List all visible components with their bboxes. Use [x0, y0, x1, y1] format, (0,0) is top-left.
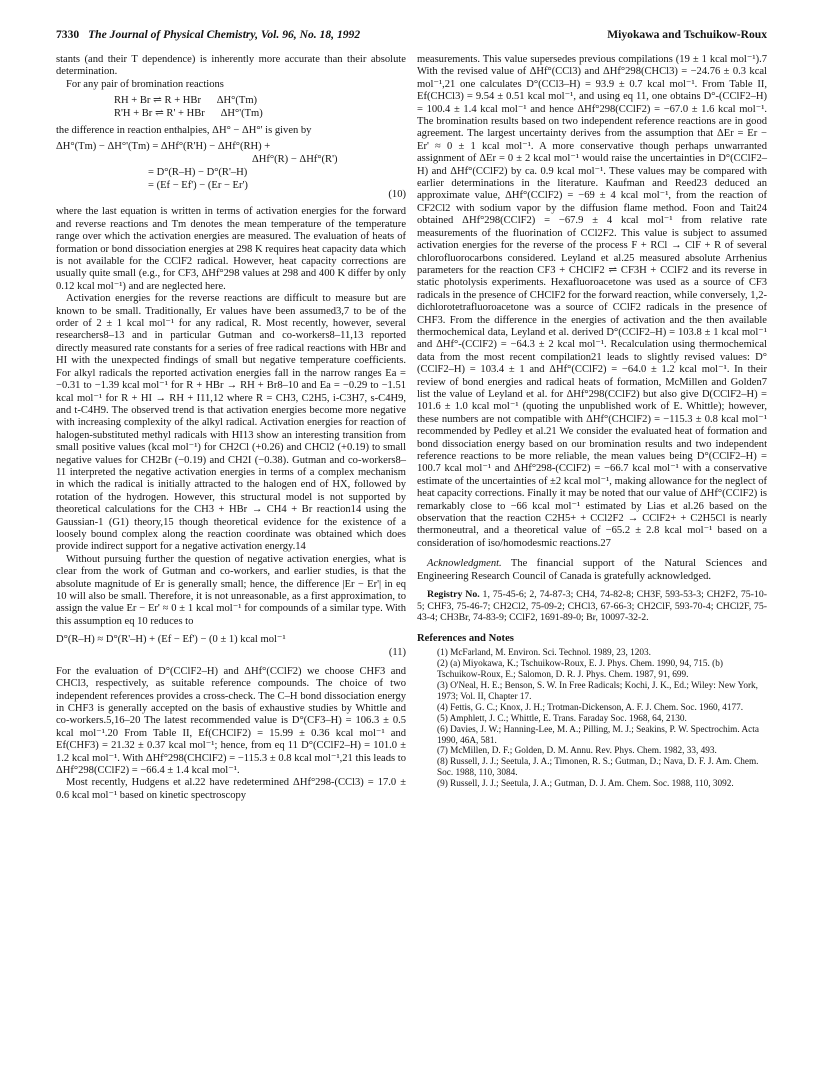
references-heading: References and Notes: [417, 632, 514, 644]
references-list: [417, 648, 767, 790]
page-number: 7330: [56, 28, 80, 41]
running-authors: Miyokawa and Tschuikow-Roux: [607, 28, 767, 41]
reference-item: (2) (a) Miyokawa, K.; Tschuikow-Roux, E. J. Phys. Chem. 1990, 94, 715. (b) Tschuikow-Roux, E.; Salomon, D. R. J. Phys. Chem. 1987, 91, 699.: [437, 659, 723, 681]
reference-item: (5) Amphlett, J. C.; Whittle, E. Trans. Faraday Soc. 1968, 64, 2130.: [437, 713, 687, 724]
registry-numbers: [417, 589, 767, 624]
paragraph: For the evaluation of D°(CClF2–H) and ΔHf°(CClF2) we choose CHF3 and CHCl3, respectively, as suitable reference compounds. The choice of two independent references provides a cross-check. The C–H bond dissociation energy in CHF3 is generally accepted on the basis of exhaustive studies by Whittle and co-workers.5,16–20 The latest recommended value is D°(CF3–H) = 106.3 ± 0.5 kcal mol⁻¹.20 From Table II, Ef(CHClF2) = 15.99 ± 0.36 kcal mol⁻¹ and Ef(CHF3) = 21.32 ± 0.37 kcal mol⁻¹; hence, from eq 11 D°(CClF2–H) = 101.0 ± 1.2 kcal mol⁻¹. With ΔHf°298(CHClF2) = −115.3 ± 0.8 kcal mol⁻¹,21 this leads to ΔHf°298(CClF2) = −66.4 ± 1.4 kcal mol⁻¹.: [56, 665, 406, 777]
paragraph: Activation energies for the reverse reactions are difficult to measure but are known to be small. Traditionally, Er values have been assumed3,7 to be of the order of 2 ± 1 kcal mol⁻¹ for any radical, R. Most recently, however, several researchers8–13 and in particular Gutman and co-workers8–11,13 reported directly measured rate constants for a series of free radical reactions with HBr and HI with the unexpected findings of small but negative temperature coefficients. For alkyl radicals the reported activation energies fall in the narrow ranges Ea = −0.31 to −1.39 kcal mol⁻¹ for R + HBr → RH + Br8–10 and Ea = −0.29 to −1.51 kcal mol⁻¹ for R + HI → RH + I11,12 where R = CH3, C2H5, i-C3H7, s-C4H9, and t-C4H9. The observed trend is that activation energies become more negative with increasing complexity of the alkyl radical. Activation energies for reaction of halogen-substituted methyl radicals with HI13 show an interesting transition from small positive values (kcal mol⁻¹) for CH2Cl (+0.26) and CHCl2 (+0.19) to small negative values for CH2Br (−0.19) and CH2I (−0.38). Gutman and co-workers8–11 interpreted the negative activation energies in terms of a complex mechanism in which the radical is initially attracted to the halogen end of HX, followed by rotation of the hydrogen. However, this structural model is not supported by theoretical calculations for the CH3 + HBr → CH4 + Br reaction14 using the Gaussian-1 (G1) theory,15 though theoretical evidence for the existence of a loosely bound complex along the reaction coordinate was obtained which does provide indirect support for a negative activation energy.14: [56, 293, 406, 553]
paragraph: stants (and their T dependence) is inherently more accurate than their absolute determination.: [56, 54, 406, 78]
equation-line: = D°(R–H) − D°(R'–H): [148, 166, 248, 178]
equation-line: ΔHf°(R) − ΔHf°(R'): [252, 154, 338, 166]
right-column: [417, 54, 767, 790]
journal-title: The Journal of Physical Chemistry, Vol. 96, No. 18, 1992: [88, 28, 361, 41]
paragraph: measurements. This value supersedes previous compilations (19 ± 1 kcal mol⁻¹).7 With the revised value of ΔHf°(CCl3) and ΔHf°298(CHCl3) = −24.76 ± 0.3 kcal mol⁻¹,21 one calculates D°(CCl3–H) = 93.9 ± 0.7 kcal mol⁻¹. From Table II, Ef(CHCl3) = 9.54 ± 0.51 kcal mol⁻¹, and using eq 11, one obtains D°-(CClF2–H) = 100.4 ± 1.4 kcal mol⁻¹ and hence ΔHf°298(CClF2) = −67.0 ± 1.6 kcal mol⁻¹. The bromination results based on two independent reference reactions are in good agreement. The largest uncertainty derives from the assumption that ΔEr = Er − Er' ≈ 0 ± 1 kcal mol⁻¹. A more conservative though perhaps unwarranted assignment of ΔEr = 0 ± 2 kcal mol⁻¹ would raise the uncertainties in D°(CClF2–H) and ΔHf°(CClF2) by ca. 0.9 kcal mol⁻¹. These values may be compared with earlier determinations in the literature. Kaufman and Reed23 deduced an approximate value, ΔHf°(CClF2) = −69 ± 4 kcal mol⁻¹, from the reaction of CF2Cl2 with sodium vapor by the diffusion flame method. Foon and Tait24 obtained ΔHf°298(CClF2) = −67.9 ± 4 kcal mol⁻¹ from relative rate measurements of the fluorination of CCl2F2. This value is subject to assumed activation energies for the reverse of the process F + RCl → ClF + R of several chlorofluorocarbons considered. Leyland et al.25 measured absolute Arrhenius parameters for the reaction CF3 + CHClF2 ⇌ CF3H + CClF2 and its reverse in static photolysis experiments. Hexafluoroacetone was used as a source of CF3 radicals in the presence of CHClF2 for the forward reaction, while conversely, 1,2-dichlorotetrafluoroacetone was a source of CClF2 radicals in the presence of CHF3. From the difference in the energies of activation and the then available thermochemical data, Leyland et al. derived D°(CClF2–H) = 103.8 ± 1 kcal mol⁻¹ and ΔHf°-(CClF2) = −64.3 ± 2 kcal mol⁻¹. Recalculation using thermochemical data from the most recent compilation21 leads to slightly revised values: D°(CClF2–H) = 103.4 ± 1 and ΔHf°(CClF2) = −64.0 ± 1.2 kcal mol⁻¹. In their review of bond energies and radical heats of formation, McMillen and Golden7 list the value of Leyland et al. for ΔHf°298(CClF2) but also give D(CClF2–H) = 101.6 ± 1.0 kcal mol⁻¹ (quoting the unpublished work of E. Whittle); however, these numbers are not compatible with ΔHf°(CHClF2) = −115.3 ± 0.8 kcal mol⁻¹ recommended by Pedley et al.21 We consider the evaluated heat of formation and bond dissociation energy based on our bromination results and two independent reference reactions to be more reliable, the mean values being D°(CClF2–H) = 100.7 kcal mol⁻¹ and ΔHf°298-(CClF2) = −66.7 kcal mol⁻¹ with a conservative estimate of the uncertainties of ±2 kcal mol⁻¹, making allowance for the neglect of heat capacity corrections. Finally it may be noted that our value of ΔHf°(CClF2) is remarkably close to −66 kcal mol⁻¹ estimated by Lias et al.26 based on the observation that the reaction C2H5+ + CCl2F2 → CClF2+ + C2H5Cl is nearly thermoneutral, and a theoretical value of −65.2 ± 2.8 kcal mol⁻¹ based on a consideration of iso/homodesmic reactions.27: [417, 54, 767, 549]
paragraph: Most recently, Hudgens et al.22 have redetermined ΔHf°298-(CCl3) = 17.0 ± 0.6 kcal mol⁻¹ based on kinetic spectroscopy: [56, 777, 406, 801]
acknowledgment-text: The financial support of the Natural Sciences and Engineering Research Council of Canada is gratefully acknowledged.: [417, 558, 767, 582]
reference-item: (7) McMillen, D. F.; Golden, D. M. Annu. Rev. Phys. Chem. 1982, 33, 493.: [437, 746, 717, 757]
equation-number: (11): [388, 647, 406, 659]
paragraph: the difference in reaction enthalpies, ΔH° − ΔH°' is given by: [56, 124, 312, 136]
reference-item: (4) Fettis, G. C.; Knox, J. H.; Trotman-Dickenson, A. F. J. Chem. Soc. 1960, 4177.: [437, 702, 744, 713]
reaction-pair: [56, 95, 406, 121]
acknowledgment: [417, 558, 767, 583]
left-column: [56, 54, 406, 802]
equation-line: D°(R–H) ≈ D°(R'–H) + (Ef − Ef') − (0 ± 1) kcal mol⁻¹: [56, 634, 286, 646]
equation-line: = (Ef − Ef') − (Er − Er'): [148, 179, 248, 191]
registry-label: Registry No.: [427, 589, 480, 601]
equation-number: (10): [388, 189, 406, 201]
acknowledgment-label: Acknowledgment.: [427, 558, 502, 570]
reaction-2: R'H + Br ⇌ R' + HBr ΔH°'(Tm): [114, 108, 263, 120]
paragraph: where the last equation is written in terms of activation energies for the forward and reverse reactions and Tm denotes the mean temperature of the temperature range over which the activation energies are measured. The evaluation of heats of formation or bond dissociation energies at 298 K requires heat capacity data which is not available for the CClF2 radical. However, heat capacity corrections are usually quite small (e.g., for CF3, ΔHf°298 values at 298 and 400 K differ by only 0.12 kcal mol⁻¹) and are neglected here.: [56, 206, 406, 292]
reference-item: (8) Russell, J. J.; Seetula, J. A.; Timonen, R. S.; Gutman, D.; Nava, D. F. J. Am. Chem. Soc. 1988, 110, 3084.: [437, 757, 759, 779]
equation-11: [56, 634, 406, 660]
reference-item: (6) Davies, J. W.; Hanning-Lee, M. A.; Pilling, M. J.; Seakins, P. W. Spectrochim. Acta 1990, 46A, 581.: [437, 724, 759, 746]
reference-item: (9) Russell, J. J.; Seetula, J. A.; Gutman, D. J. Am. Chem. Soc. 1988, 110, 3092.: [437, 779, 734, 790]
paragraph: For any pair of bromination reactions: [66, 78, 224, 90]
reference-item: (1) McFarland, M. Environ. Sci. Technol. 1989, 23, 1203.: [437, 648, 651, 659]
equation-10: [56, 141, 406, 201]
reference-item: (3) O'Neal, H. E.; Benson, S. W. In Free Radicals; Kochi, J. K., Ed.; Wiley: New York, 1973; Vol. II, Chapter 17.: [437, 680, 758, 702]
reaction-1: RH + Br ⇌ R + HBr ΔH°(Tm): [114, 95, 258, 107]
registry-text: 1, 75-45-6; 2, 74-87-3; CH4, 74-82-8; CH3F, 593-53-3; CH2F2, 75-10-5; CHF3, 75-46-7; CH2Cl2, 75-09-2; CHCl3, 67-66-3; CH2ClF, 593-70-4; CHCl2F, 75-43-4; CH3Br, 74-83-9; CClF2, 1691-89-0; Br, 10097-32-2.: [417, 589, 767, 624]
paragraph: Without pursuing further the question of negative activation energies, what is clear from the work of Gutman and co-workers, and earlier studies, is that the absolute magnitude of Er is generally small; hence, the difference |Er − Er'| in eq 10 will also be small. Therefore, it is not unreasonable, as a first approximation, to assign the value Er − Er' ≈ 0 ± 1 kcal mol⁻¹ for compounds of a similar type. With this assumption eq 10 reduces to: [56, 553, 406, 627]
running-header: [56, 28, 767, 46]
equation-line: ΔH°(Tm) − ΔH°'(Tm) = ΔHf°(R'H) − ΔHf°(RH) +: [56, 141, 271, 153]
